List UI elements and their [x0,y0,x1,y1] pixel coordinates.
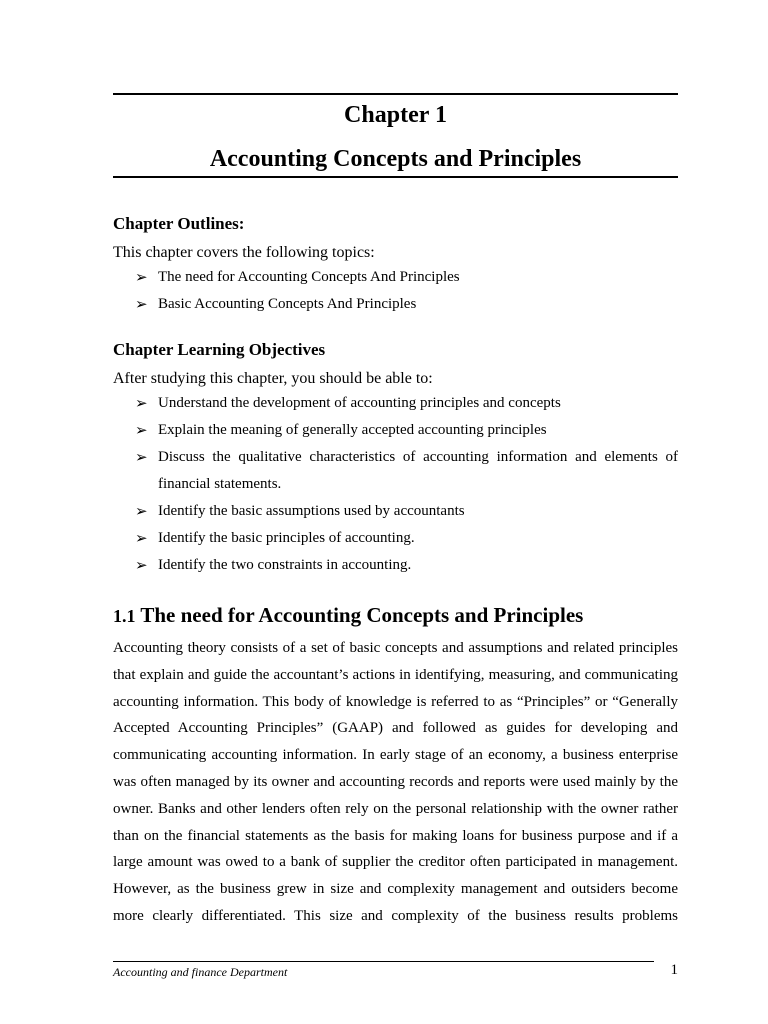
chapter-header-top-rule [113,93,678,95]
list-item [113,417,678,444]
section-heading [113,602,678,629]
list-item-text: Understand the development of accounting principles and concepts [158,395,561,411]
section-number: 1.1 [113,606,136,626]
list-item [113,264,678,291]
outlines-intro: This chapter covers the following topics: [113,244,375,261]
list-item-text: Basic Accounting Concepts And Principles [158,296,417,312]
section-paragraph: Accounting theory consists of a set of basic concepts and assumptions and related principles that explain and guide the accountant’s actions in identifying, measuring, and communicating accounting information. This body of knowledge is referred to as “Principles” or “Generally Accepted Accounting Principles” (GAAP) and followed as guides for developing and communicating accounting information. In early stage of an economy, a business enterprise was often managed by its owner and accounting records and reports were used mainly by the owner. Banks and other lenders often rely on the personal relationship with the owner rather than on the financial statements as the basis for making loans for business purpose and if a large amount was owed to a bank of supplier the creditor often participated in management. However, as the business grew in size and complexity management and outsiders become more clearly differentiated. This size and complexity of the business results problems [113,640,678,924]
footer-department: Accounting and finance Department [113,965,288,979]
page-number: 1 [670,962,678,978]
outlines-heading: Chapter Outlines: [113,214,245,233]
footer-rule [113,961,654,962]
chapter-number: Chapter 1 [344,102,447,128]
list-item-text: Explain the meaning of generally accepted accounting principles [158,422,547,438]
arrow-bullet-icon: ➢ [135,394,148,412]
page-footer [113,961,678,980]
list-item-text: The need for Accounting Concepts And Principles [158,269,460,285]
list-item-text: Discuss the qualitative characteristics of accounting information and elements of financial statements. [158,449,678,492]
list-item [113,444,678,498]
list-item-text: Identify the basic principles of accounting. [158,530,415,546]
section-title: The need for Accounting Concepts and Principles [140,603,584,627]
list-item [113,498,678,525]
objectives-heading: Chapter Learning Objectives [113,340,326,359]
arrow-bullet-icon: ➢ [135,421,148,439]
chapter-title: Accounting Concepts and Principles [209,146,582,172]
list-item-text: Identify the basic assumptions used by accountants [158,503,465,519]
arrow-bullet-icon: ➢ [135,448,148,466]
outlines-list [113,264,678,318]
objectives-intro: After studying this chapter, you should be able to: [113,370,433,387]
arrow-bullet-icon: ➢ [135,502,148,520]
list-item [113,525,678,552]
list-item [113,552,678,579]
list-item [113,291,678,318]
list-item [113,390,678,417]
document-page [113,93,678,930]
arrow-bullet-icon: ➢ [135,556,148,574]
arrow-bullet-icon: ➢ [135,529,148,547]
objectives-list [113,390,678,579]
arrow-bullet-icon: ➢ [135,268,148,286]
list-item-text: Identify the two constraints in accounting. [158,557,412,573]
arrow-bullet-icon: ➢ [135,295,148,313]
